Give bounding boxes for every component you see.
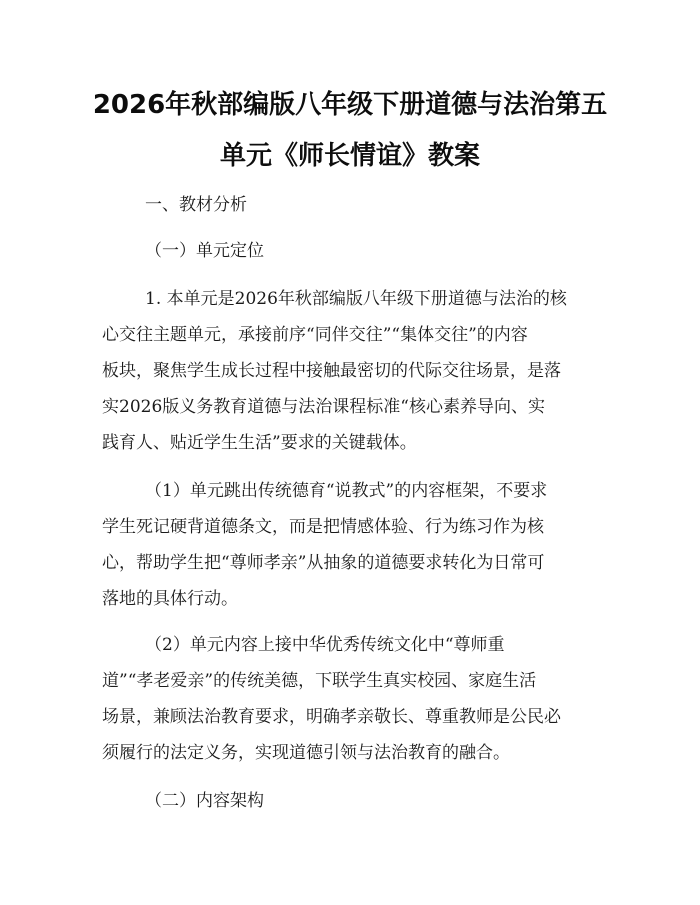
document-title-line-2: 单元《师长情谊》教案 [219,141,480,171]
document-title-line-1: 2026年秋部编版八年级下册道德与法治第五 [92,90,608,120]
paragraph-1-line-4: 实2026版义务教育道德与法治课程标准“核心素养导向、实 [102,397,545,417]
paragraph-2-line-2: 学生死记硬背道德条文，而是把情感体验、行为练习作为核 [102,517,544,537]
paragraph-2-line-3: 心，帮助学生把“尊师孝亲”从抽象的道德要求转化为日常可 [102,553,545,573]
paragraph-3-line-4: 须履行的法定义务，实现道德引领与法治教育的融合。 [102,743,510,763]
paragraph-3-line-1: （2）单元内容上接中华优秀传统文化中“尊师重 [145,635,505,655]
paragraph-2-line-4: 落地的具体行动。 [102,589,238,609]
section-heading-textbook-analysis: 一、教材分析 [145,195,247,215]
paragraph-1-line-2: 心交往主题单元，承接前序“同伴交往”“集体交往”的内容 [102,325,528,345]
paragraph-1-line-1: 1. 本单元是2026年秋部编版八年级下册道德与法治的核 [145,289,567,309]
paragraph-3-line-3: 场景，兼顾法治教育要求，明确孝亲敬长、尊重教师是公民必 [102,707,561,727]
subsection-heading-unit-positioning: （一）单元定位 [145,241,264,261]
paragraph-1-line-5: 践育人、贴近学生生活”要求的关键载体。 [102,433,417,453]
paragraph-2-line-1: （1）单元跳出传统德育“说教式”的内容框架，不要求 [145,481,548,501]
paragraph-3-line-2: 道”“孝老爱亲”的传统美德，下联学生真实校园、家庭生活 [102,671,537,691]
subsection-heading-content-structure: （二）内容架构 [145,791,264,811]
paragraph-1-line-3: 板块，聚焦学生成长过程中接触最密切的代际交往场景，是落 [102,361,561,381]
